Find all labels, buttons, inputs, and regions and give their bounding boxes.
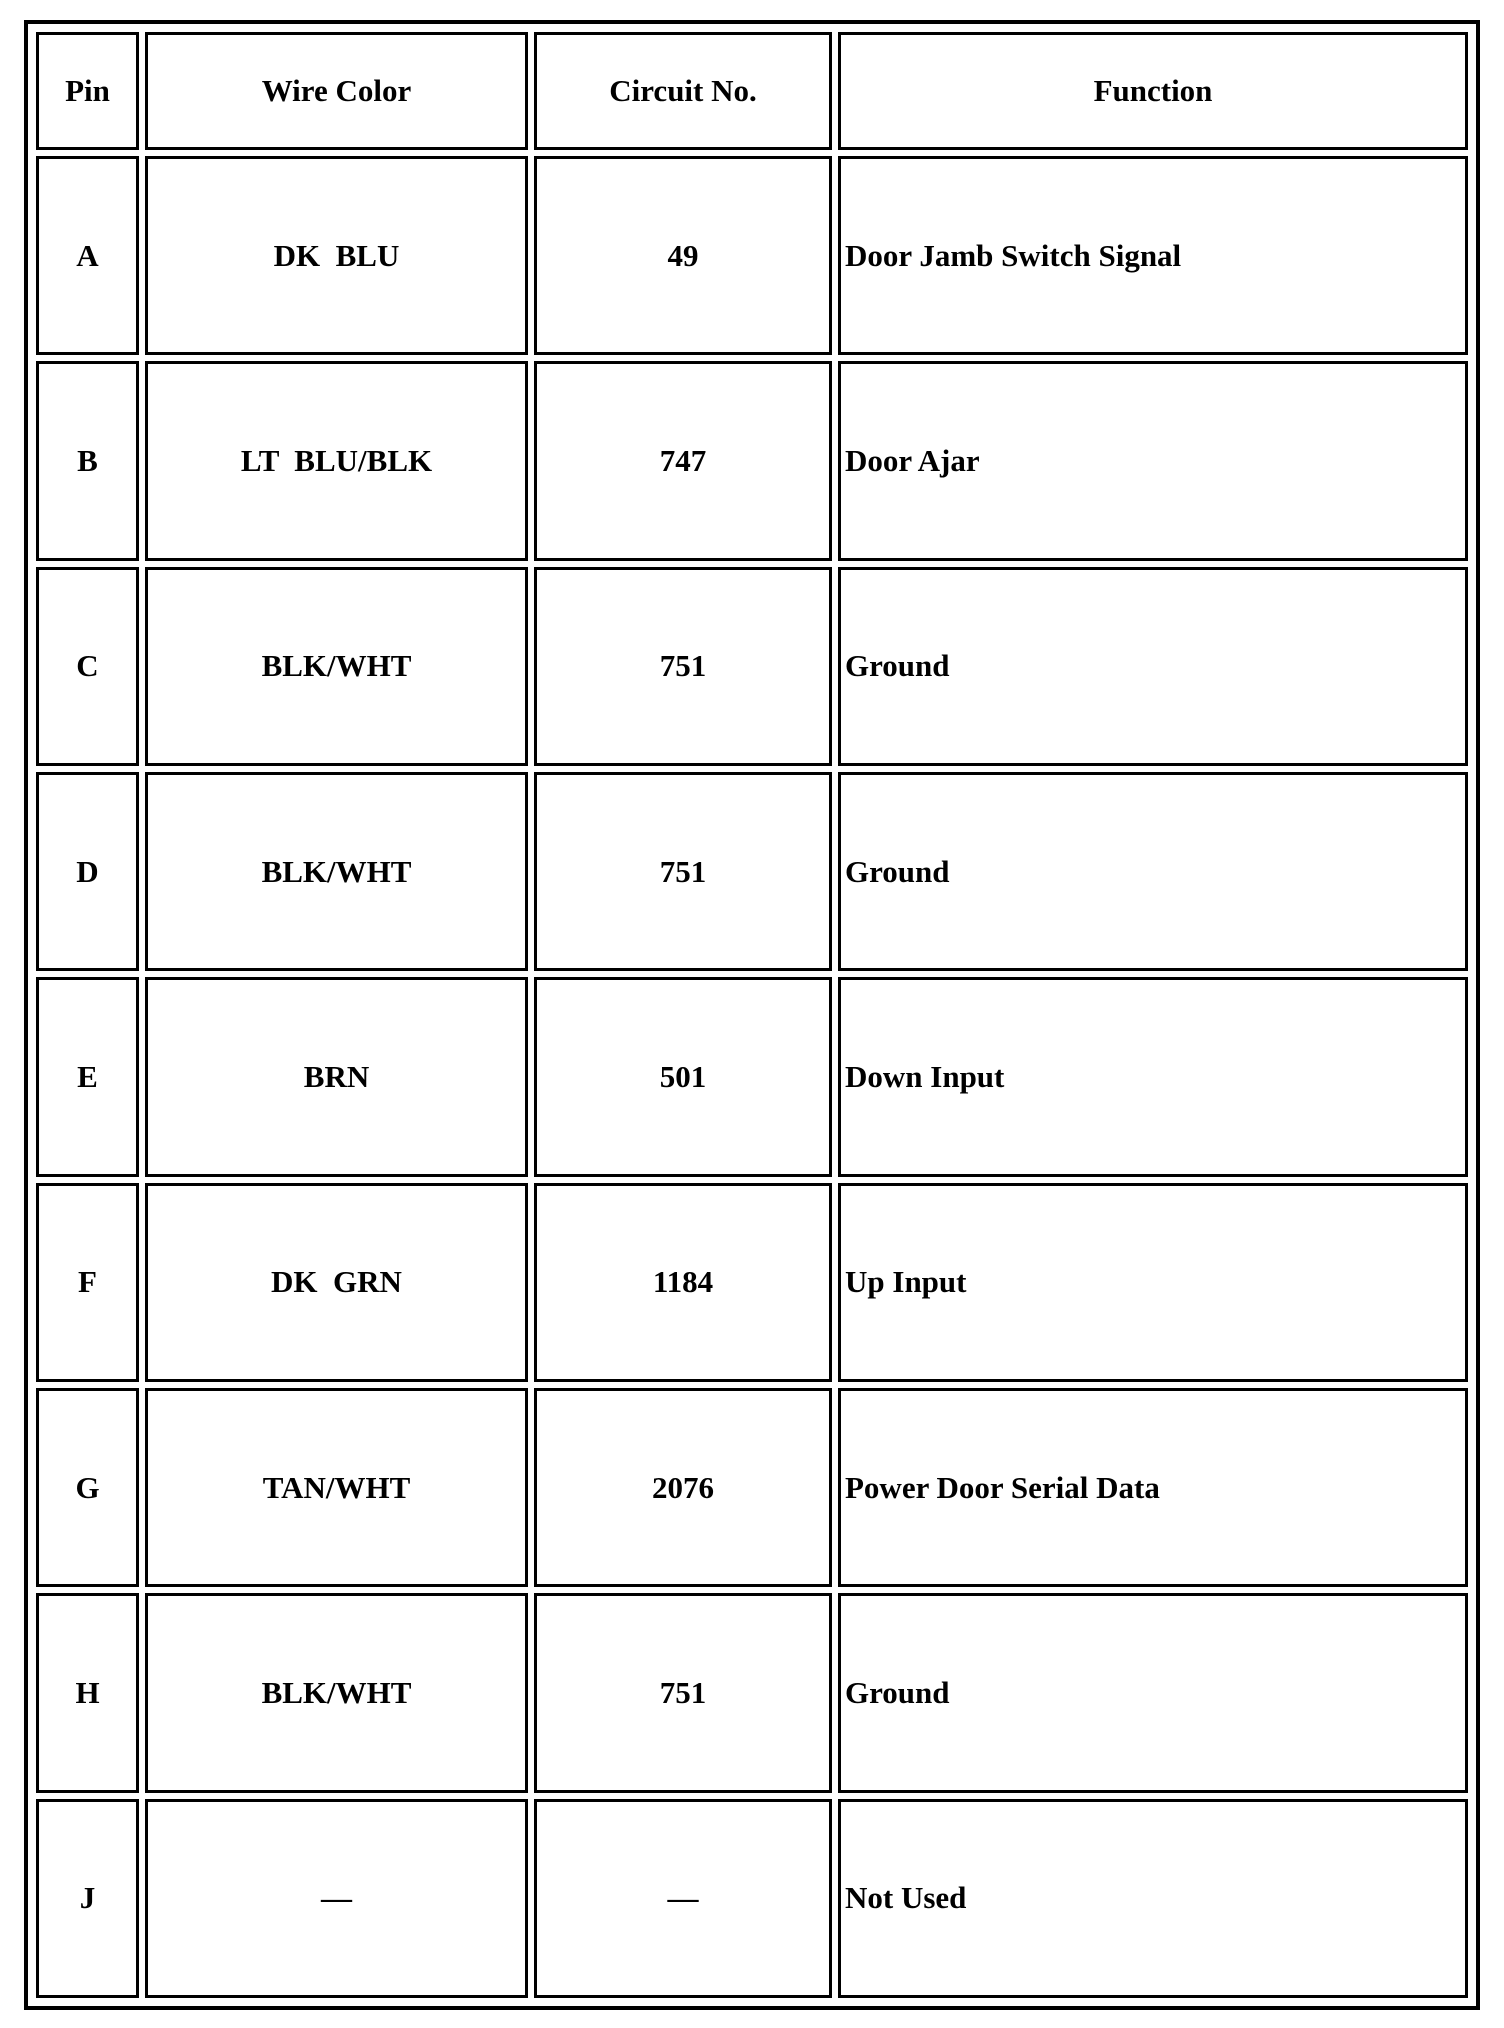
connector-pinout-table-frame <box>24 20 1480 2010</box>
pin-cell: B <box>36 361 139 560</box>
table-row <box>36 977 1468 1176</box>
function-cell: Door Jamb Switch Signal <box>838 156 1468 355</box>
function-cell: Ground <box>838 567 1468 766</box>
function-cell: Down Input <box>838 977 1468 1176</box>
circuit-cell: 751 <box>534 567 832 766</box>
circuit-cell: 751 <box>534 1593 832 1792</box>
circuit-cell: 1184 <box>534 1183 832 1382</box>
pin-cell: J <box>36 1799 139 1998</box>
function-cell: Door Ajar <box>838 361 1468 560</box>
circuit-cell: 49 <box>534 156 832 355</box>
wire-color-cell: LT BLU/BLK <box>145 361 528 560</box>
table-row <box>36 1388 1468 1587</box>
function-cell: Power Door Serial Data <box>838 1388 1468 1587</box>
header-circuit-no: Circuit No. <box>534 32 832 150</box>
pin-cell: A <box>36 156 139 355</box>
function-cell: Ground <box>838 772 1468 971</box>
pin-cell: H <box>36 1593 139 1792</box>
table-row <box>36 1593 1468 1792</box>
pin-cell: E <box>36 977 139 1176</box>
function-cell: Not Used <box>838 1799 1468 1998</box>
wire-color-cell: BLK/WHT <box>145 1593 528 1792</box>
table-header-row <box>36 32 1468 150</box>
wire-color-cell: BLK/WHT <box>145 772 528 971</box>
circuit-cell: 747 <box>534 361 832 560</box>
wire-color-cell: — <box>145 1799 528 1998</box>
header-function: Function <box>838 32 1468 150</box>
circuit-cell: 751 <box>534 772 832 971</box>
wire-color-cell: TAN/WHT <box>145 1388 528 1587</box>
header-wire-color: Wire Color <box>145 32 528 150</box>
pin-cell: D <box>36 772 139 971</box>
circuit-cell: 501 <box>534 977 832 1176</box>
pin-cell: G <box>36 1388 139 1587</box>
table-row <box>36 772 1468 971</box>
table-row <box>36 361 1468 560</box>
table-row <box>36 567 1468 766</box>
table-row <box>36 1799 1468 1998</box>
circuit-cell: 2076 <box>534 1388 832 1587</box>
pin-cell: F <box>36 1183 139 1382</box>
function-cell: Ground <box>838 1593 1468 1792</box>
wire-color-cell: DK GRN <box>145 1183 528 1382</box>
table-row <box>36 1183 1468 1382</box>
table-row <box>36 156 1468 355</box>
function-cell: Up Input <box>838 1183 1468 1382</box>
connector-pinout-table <box>30 26 1474 2004</box>
wire-color-cell: BLK/WHT <box>145 567 528 766</box>
header-pin: Pin <box>36 32 139 150</box>
wire-color-cell: BRN <box>145 977 528 1176</box>
circuit-cell: — <box>534 1799 832 1998</box>
pin-cell: C <box>36 567 139 766</box>
wire-color-cell: DK BLU <box>145 156 528 355</box>
